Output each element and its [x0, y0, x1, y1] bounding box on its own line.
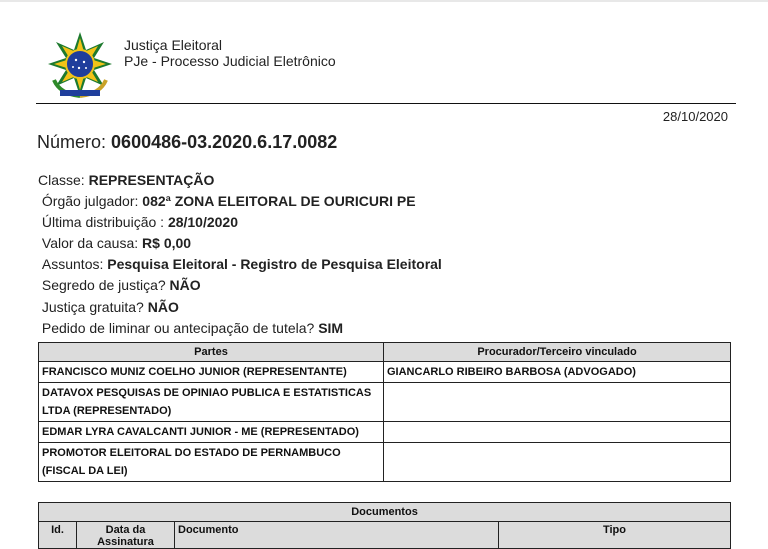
field-assuntos: Assuntos: Pesquisa Eleitoral - Registro de Pesquisa Eleitoral [41, 256, 442, 273]
parte-cell: PROMOTOR ELEITORAL DO ESTADO DE PERNAMBUCO (FISCAL DA LEI) [39, 443, 384, 482]
parte-cell: EDMAR LYRA CAVALCANTI JUNIOR - ME (REPRESENTADO) [39, 422, 384, 443]
system-name: PJe - Processo Judicial Eletrônico [124, 53, 336, 69]
column-header-tipo: Tipo [499, 522, 731, 549]
field-valor-causa: Valor da causa: R$ 0,00 [41, 235, 192, 252]
process-number-value: 0600486-03.2020.6.17.0082 [111, 132, 338, 152]
process-number [37, 132, 337, 153]
header-divider [36, 103, 736, 104]
procurador-cell [384, 383, 731, 422]
page-top-border [0, 0, 768, 2]
field-segredo-justica: Segredo de justiça? NÃO [41, 277, 201, 294]
documentos-header-row [39, 522, 731, 549]
document-date: 28/10/2020 [662, 109, 728, 124]
column-header-documento: Documento [175, 522, 499, 549]
column-header-partes: Partes [39, 343, 384, 362]
process-fields [38, 170, 442, 339]
field-ultima-distribuicao: Última distribuição : 28/10/2020 [41, 214, 239, 231]
table-row [39, 422, 731, 443]
brazil-coat-of-arms-icon [46, 30, 114, 100]
procurador-cell [384, 443, 731, 482]
documentos-title-row [39, 503, 731, 522]
field-classe: Classe: REPRESENTAÇÃO [38, 172, 215, 188]
documentos-title: Documentos [39, 503, 731, 522]
table-row [39, 362, 731, 383]
column-header-data-assinatura: Data da Assinatura [77, 522, 175, 549]
header-org [124, 37, 336, 69]
procurador-cell [384, 422, 731, 443]
field-orgao-julgador: Órgão julgador: 082ª ZONA ELEITORAL DE OURICURI PE [41, 193, 416, 210]
table-header-row [39, 343, 731, 362]
parte-cell: DATAVOX PESQUISAS DE OPINIAO PUBLICA E ESTATISTICAS LTDA (REPRESENTADO) [39, 383, 384, 422]
table-row [39, 383, 731, 422]
parte-cell: FRANCISCO MUNIZ COELHO JUNIOR (REPRESENTANTE) [39, 362, 384, 383]
org-name: Justiça Eleitoral [124, 37, 223, 53]
procurador-cell: GIANCARLO RIBEIRO BARBOSA (ADVOGADO) [384, 362, 731, 383]
field-justica-gratuita: Justiça gratuita? NÃO [41, 298, 179, 315]
table-row [39, 443, 731, 482]
partes-table [38, 342, 731, 482]
column-header-procurador: Procurador/Terceiro vinculado [384, 343, 731, 362]
column-header-id: Id. [39, 522, 77, 549]
field-pedido-liminar: Pedido de liminar ou antecipação de tutela? SIM [41, 319, 344, 336]
process-number-label: Número: [37, 132, 107, 152]
